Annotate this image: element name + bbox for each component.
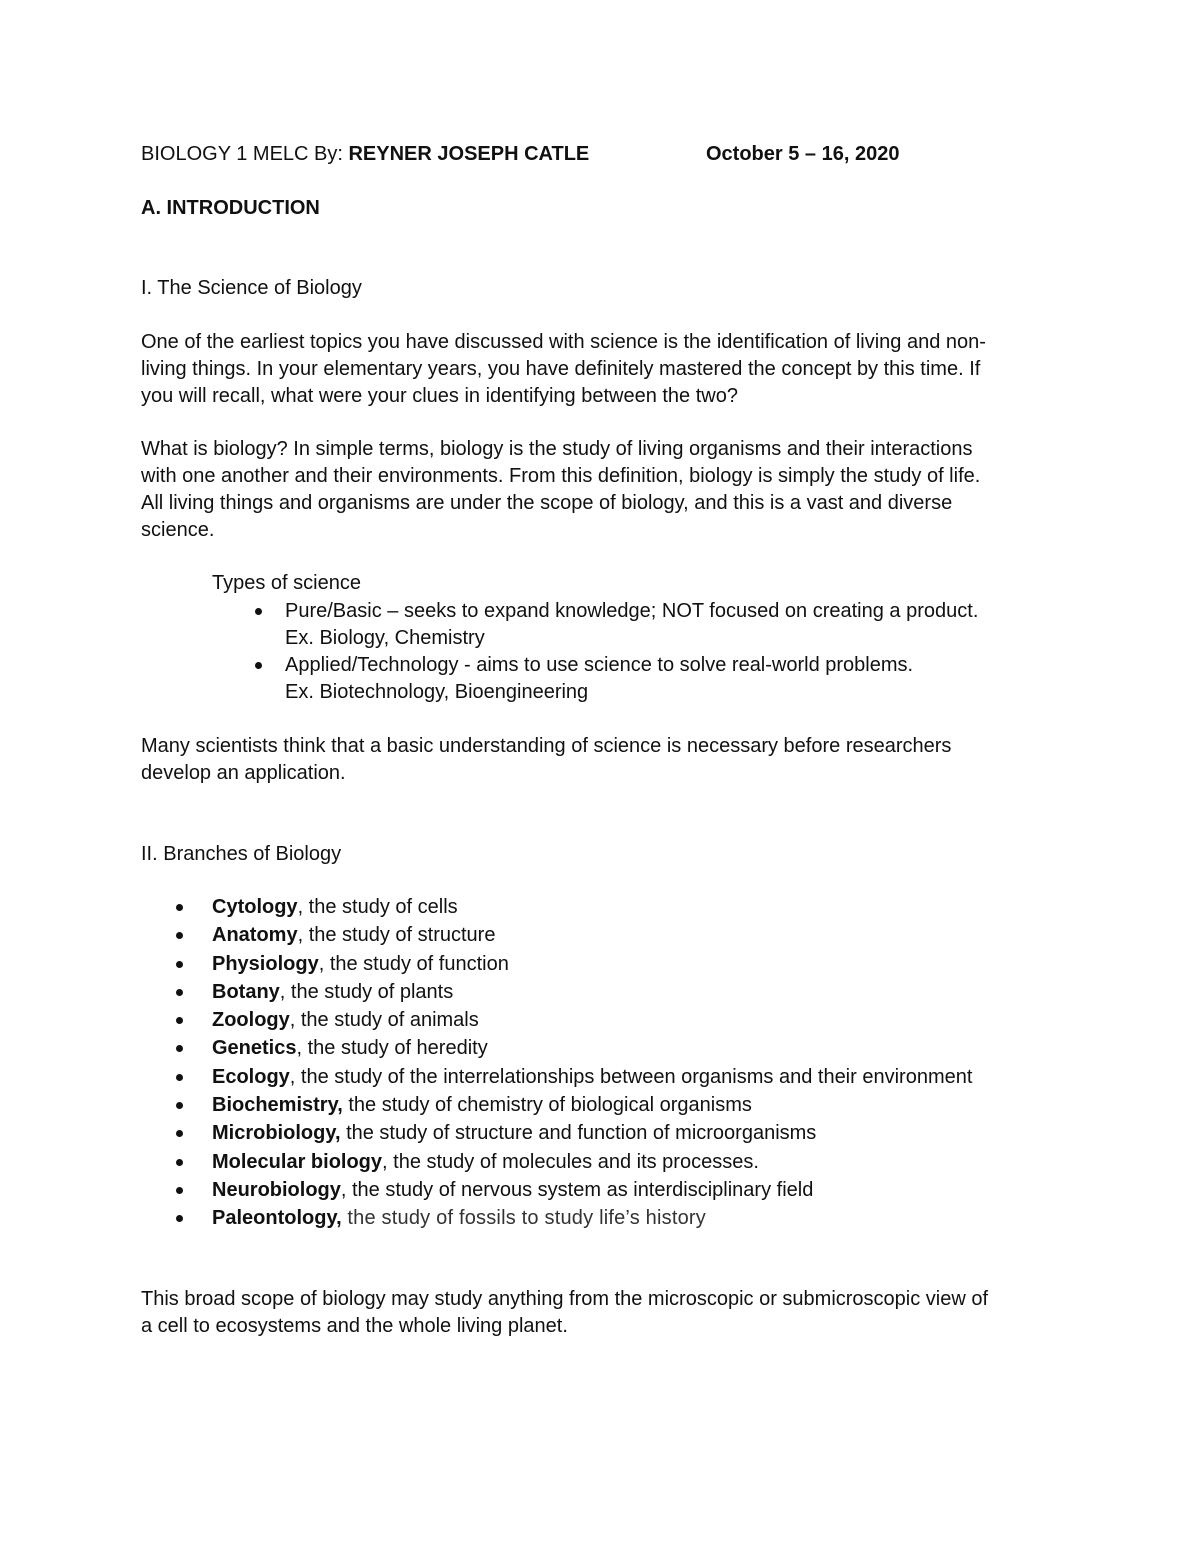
branch-term: Physiology [212,952,319,975]
branch-term: Neurobiology [212,1178,341,1201]
paragraph-line: Many scientists think that a basic understanding of science is necessary before researchers [141,735,952,757]
bullet-icon [176,961,183,968]
bullet-icon [176,989,183,996]
course-label: BIOLOGY 1 MELC By: [141,143,349,165]
branch-term: Cytology [212,896,298,918]
branch-description: , the study of the interrelationships between organisms and their environment [289,1065,973,1088]
branch-term: Ecology [212,1065,290,1088]
branches-list [172,894,1072,1234]
branch-term: Genetics [212,1037,297,1060]
branch-description: , the study of animals [289,1009,479,1032]
list-item [172,979,1072,1007]
branch-description: the study of chemistry of biological organisms [342,1094,752,1117]
list-item [172,951,1072,979]
bullet-icon [176,932,183,939]
paragraph-line: science. [141,519,215,541]
bullet-icon [176,1017,183,1024]
list-item [172,1120,1072,1148]
branch-term: Microbiology, [212,1122,341,1145]
list-item [172,894,1072,922]
branch-description: , the study of cells [297,896,458,918]
bullet-icon [255,662,262,669]
type-example: Ex. Biology, Chemistry [285,627,485,649]
branch-description: , the study of structure [297,924,496,947]
branch-description: , the study of heredity [296,1037,488,1060]
bullet-icon [176,1102,183,1109]
branch-term: Anatomy [212,924,298,947]
definition-paragraph [141,436,1061,544]
intro-paragraph [141,329,1061,410]
branch-description: , the study of plants [279,980,454,1003]
branch-term: Zoology [212,1009,290,1032]
list-item [172,1205,1072,1233]
branch-description: the study of structure and function of microorganisms [340,1122,817,1145]
bullet-icon [176,904,183,911]
bullet-icon [176,1045,183,1052]
author-name: REYNER JOSEPH CATLE [348,143,590,165]
types-of-science-list [250,598,1050,706]
list-item [250,652,1050,706]
closing-paragraph [141,1286,1061,1340]
types-of-science-title: Types of science [212,572,361,594]
paragraph-line: One of the earliest topics you have discussed with science is the identification of living and non- [141,331,986,353]
list-item [172,1149,1072,1177]
section-title: A. INTRODUCTION [141,197,320,219]
paragraph-line: All living things and organisms are under the scope of biology, and this is a vast and diverse [141,492,953,514]
bullet-icon [176,1130,183,1137]
branch-term: Molecular biology [212,1150,383,1173]
bullet-icon [176,1074,183,1081]
document-date: October 5 – 16, 2020 [706,143,900,165]
paragraph-line: living things. In your elementary years, you have definitely mastered the concept by this time. If [141,358,981,380]
document-header [141,141,589,168]
branch-description: , the study of function [318,952,509,975]
list-item [250,598,1050,652]
list-item [172,922,1072,950]
list-item [172,1064,1072,1092]
branch-description: , the study of molecules and its processes. [382,1150,759,1173]
paragraph-line: develop an application. [141,762,346,784]
paragraph-line: you will recall, what were your clues in identifying between the two? [141,385,738,407]
list-item [172,1035,1072,1063]
subsection-title-branches: II. Branches of Biology [141,843,342,865]
bullet-icon [255,608,262,615]
type-description: Pure/Basic – seeks to expand knowledge; NOT focused on creating a product. [285,600,979,622]
list-item [172,1092,1072,1120]
branch-description: , the study of nervous system as interdisciplinary field [340,1178,814,1201]
paragraph-line: What is biology? In simple terms, biology is the study of living organisms and their interactions [141,438,973,460]
subsection-title-science-of-biology: I. The Science of Biology [141,277,362,299]
branch-term: Paleontology, [212,1207,342,1230]
paragraph-line: This broad scope of biology may study anything from the microscopic or submicroscopic view of [141,1288,989,1310]
list-item [172,1007,1072,1035]
paragraph-line: with one another and their environments. From this definition, biology is simply the study of life. [141,465,981,487]
application-paragraph [141,733,1061,787]
bullet-icon [176,1187,183,1194]
list-item [172,1177,1072,1205]
branch-term: Biochemistry, [212,1094,343,1117]
branch-term: Botany [212,980,280,1003]
type-description: Applied/Technology - aims to use science to solve real-world problems. [285,654,914,676]
bullet-icon [176,1215,183,1222]
branch-description: the study of fossils to study life’s history [341,1207,706,1230]
type-example: Ex. Biotechnology, Bioengineering [285,681,589,703]
paragraph-line: a cell to ecosystems and the whole living planet. [141,1315,568,1337]
bullet-icon [176,1159,183,1166]
